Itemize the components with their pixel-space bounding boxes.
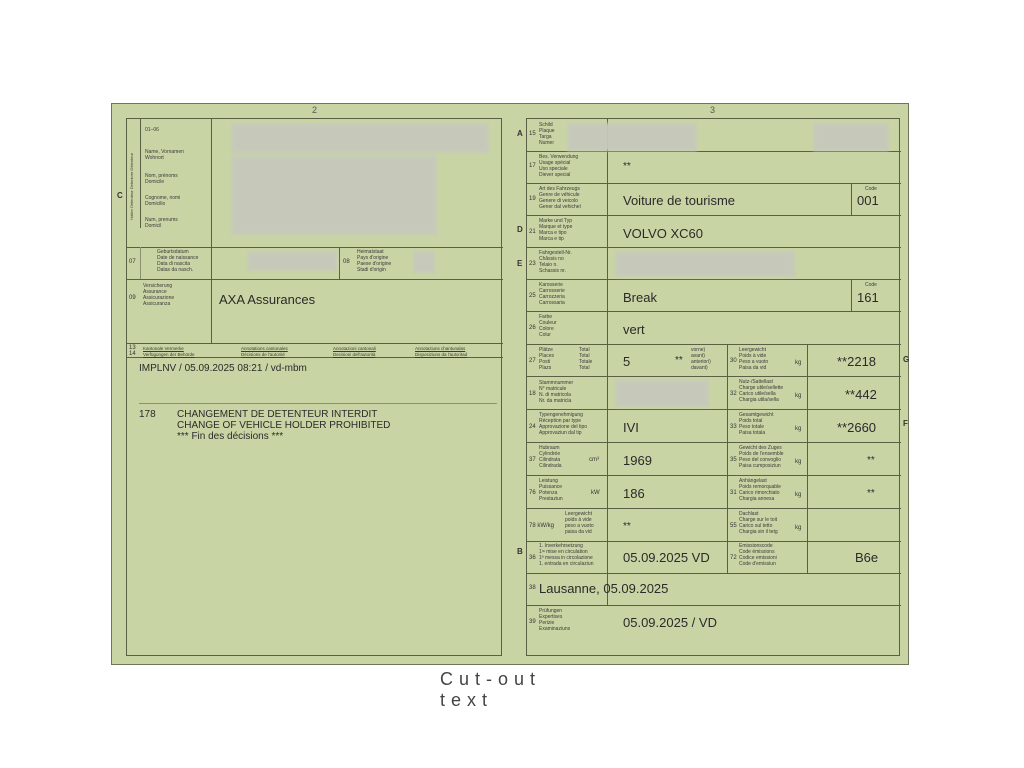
r19-code: 001 — [857, 193, 879, 208]
redacted-name — [231, 123, 489, 153]
r37-value: 1969 — [623, 453, 652, 468]
r31-labels: Anhängelast Poids remorquable Carico rimorchiato Chargia annexa — [739, 478, 781, 502]
r27-labels: Plätze Places Posti Plazs — [539, 347, 555, 371]
birth-number: 07 — [129, 259, 136, 265]
r25-number: 25 — [529, 293, 536, 299]
r30-labels: Leergewicht Poids à vide Peso a vuoto Paisa da vid — [739, 347, 769, 371]
r76-number: 76 — [529, 490, 536, 496]
impl-line: IMPLNV / 05.09.2025 08:21 / vd-mbm — [139, 363, 307, 374]
r31-unit: kg — [795, 492, 802, 498]
r30-unit: kg — [795, 360, 802, 366]
section-g-letter: G — [903, 355, 910, 364]
r35-labels: Gewicht des Zuges Poids de l'ensemble Peso del convoglio Paisa cumposiziun — [739, 445, 784, 469]
section-e-letter: E — [517, 259, 523, 268]
r24-number: 24 — [529, 424, 536, 430]
remark-line-1: CHANGEMENT DE DETENTEUR INTERDIT — [177, 409, 378, 420]
r21-value: VOLVO XC60 — [623, 226, 703, 241]
r72-number: 72 — [730, 555, 737, 561]
redacted-birthdate — [247, 251, 337, 271]
r25-code-label: Code — [865, 282, 877, 288]
r26-number: 26 — [529, 325, 536, 331]
row-01-06-label: 01–06 — [145, 127, 159, 133]
r19-code-label: Code — [865, 186, 877, 192]
r36-value: 05.09.2025 VD — [623, 550, 710, 565]
r31-number: 31 — [730, 490, 737, 496]
page-number-left: 2 — [312, 105, 318, 115]
r24-labels: Typengenehmigung Réception par type Approvazione del tipo Approvaziun dal tip — [539, 412, 588, 436]
r32-number: 32 — [730, 391, 737, 397]
insurance-value: AXA Assurances — [219, 292, 316, 307]
r36-labels: 1. Inverkehrsetzung 1ʳᵉ mise en circulation 1ª messa in circolazione 1. entrada en circulaziun — [539, 543, 594, 567]
r33-unit: kg — [795, 426, 802, 432]
redacted-chassis-number — [615, 251, 795, 277]
r24-value: IVI — [623, 420, 639, 435]
r37-unit: cm³ — [589, 457, 599, 463]
nom-labels: Nom, prénoms Domicile — [145, 173, 178, 185]
r36-number: 36 — [529, 555, 536, 561]
notes-number-13: 13 — [129, 345, 136, 351]
r55-labels: Dachlast Charge sur le toit Carico sul tetto Chargia sin il tetg — [739, 511, 778, 535]
origin-number: 08 — [343, 259, 350, 265]
r78-value: ** — [623, 521, 631, 532]
vehicle-registration-document — [111, 103, 909, 665]
r15-labels: Schild Plaque Targa Numer — [539, 122, 555, 146]
note-label-de: Kantonale Vermerke Verfügungen der Behörde — [143, 346, 195, 357]
right-panel — [517, 118, 910, 656]
r23-labels: Fahrgestell-Nr. Châssis no Telaio n. Schassis nr. — [539, 250, 572, 274]
r27-value: 5 — [623, 354, 631, 369]
holder-side-label: Halter Détenteur Detentore Détenteur — [129, 153, 134, 220]
r35-unit: kg — [795, 459, 802, 465]
redacted-address — [231, 155, 437, 235]
r30-value: **2218 — [837, 354, 877, 369]
r27-front-value: ** — [675, 355, 683, 366]
r38-value: Lausanne, 05.09.2025 — [539, 581, 669, 596]
r25-value: Break — [623, 290, 657, 305]
section-f-letter: F — [903, 419, 908, 428]
num-labels: Num, prenums Domicil — [145, 217, 178, 229]
r25-labels: Karosserie Carrosserie Carrozzeria Carrossaria — [539, 282, 565, 306]
r27-total-labels: Total Total Totale Total — [579, 347, 593, 371]
r76-labels: Leistung Puissance Potenza Prestaziun — [539, 478, 563, 502]
insurance-number: 09 — [129, 295, 136, 301]
r35-number: 35 — [730, 457, 737, 463]
bottom-cutoff-text: Cut-out text — [440, 669, 542, 710]
r76-value: 186 — [623, 486, 645, 501]
r39-labels: Prüfungen Expertises Perizie Examinaziuns — [539, 608, 571, 632]
r37-labels: Hubraum Cylindrée Cilindrata Cilindrada — [539, 445, 562, 469]
r26-labels: Farbe Couleur Colore Colur — [539, 314, 557, 338]
r26-value: vert — [623, 322, 645, 337]
page-number-right: 3 — [710, 105, 716, 115]
origin-labels: Heimatstaat Pays d'origine Paese d'origine Stadi d'origin — [357, 249, 392, 273]
r23-number: 23 — [529, 261, 536, 267]
remark-line-2: CHANGE OF VEHICLE HOLDER PROHIBITED — [177, 420, 391, 431]
r19-number: 19 — [529, 196, 536, 202]
r78-labels: Leergewicht poids à vide peso a vuoto paisa da vid — [565, 511, 594, 535]
notes-number-14: 14 — [129, 351, 136, 357]
r19-value: Voiture de tourisme — [623, 193, 736, 208]
r55-number: 55 — [730, 523, 737, 529]
r33-value: **2660 — [837, 420, 877, 435]
r32-unit: kg — [795, 393, 802, 399]
r72-value: B6e — [855, 550, 879, 565]
section-b-letter: B — [517, 547, 523, 556]
r27-number: 27 — [529, 358, 536, 364]
r33-number: 33 — [730, 424, 737, 430]
cognome-labels: Cognome, nomi Domicilio — [145, 195, 181, 207]
note-label-it: Annotazioni cantonali Decisioni dell'autorità — [333, 346, 376, 357]
r31-value: ** — [867, 488, 875, 499]
name-labels: Name, Vornamen Wohnort — [145, 149, 184, 161]
r18-labels: Stammnummer N° matricule N. di matricola Nr. da matricla — [539, 380, 574, 404]
r27-front-labels: vorne) avant) anteriori) davant) — [691, 347, 711, 371]
r39-value: 05.09.2025 / VD — [623, 615, 717, 630]
birth-labels: Geburtsdatum Date de naissance Data di nascita Datas da nasch. — [157, 249, 199, 273]
section-a-letter: A — [517, 129, 523, 138]
r25-code: 161 — [857, 290, 879, 305]
r55-unit: kg — [795, 525, 802, 531]
r21-number: 21 — [529, 229, 536, 235]
r15-number: 15 — [529, 131, 536, 137]
section-d-letter: D — [517, 225, 523, 234]
r38-number: 38 — [529, 585, 536, 591]
r37-number: 37 — [529, 457, 536, 463]
r19-labels: Art des Fahrzeugs Genre de véhicule Genere di veicolo Gener dal vehichel — [539, 186, 581, 210]
insurance-labels: Versicherung Assurance Assicurazione Assicuranza — [143, 283, 175, 307]
r35-value: ** — [867, 455, 875, 466]
redacted-plate — [567, 123, 697, 151]
r32-labels: Nutz-/Sattellast Charge utile/sellette Carico utile/sella Chargia utila/sella — [739, 379, 784, 403]
r17-number: 17 — [529, 163, 536, 169]
note-label-rm: Annotaziuns chantunalas Disposiziuns da l'autoritad — [415, 346, 468, 357]
remark-code: 178 — [139, 409, 156, 420]
note-label-fr: Annotations cantonales Décisions de l'autorité — [241, 346, 288, 357]
redacted-origin — [413, 251, 435, 273]
section-c-letter: C — [117, 191, 123, 200]
r39-number: 39 — [529, 619, 536, 625]
remark-line-3: *** Fin des décisions *** — [177, 431, 284, 442]
r33-labels: Gesamtgewicht Poids total Peso totale Paisa totala — [739, 412, 774, 436]
r17-value: ** — [623, 161, 631, 172]
r32-value: **442 — [845, 387, 877, 402]
left-panel — [117, 118, 502, 656]
redacted-plate-canton — [813, 123, 889, 151]
r78-number: 78 kW/kg — [529, 523, 555, 529]
r18-number: 18 — [529, 391, 536, 397]
r72-labels: Emissionscode Code émissions Codice emissioni Code d'emissiun — [739, 543, 777, 567]
r30-number: 30 — [730, 358, 737, 364]
redacted-matricule — [615, 380, 709, 407]
r21-labels: Marke und Typ Marque et type Marca e tipo Marca e tip — [539, 218, 573, 242]
r76-unit: kW — [591, 490, 600, 496]
r17-labels: Bes. Verwendung Usage spécial Uso speciale Diever special — [539, 154, 579, 178]
